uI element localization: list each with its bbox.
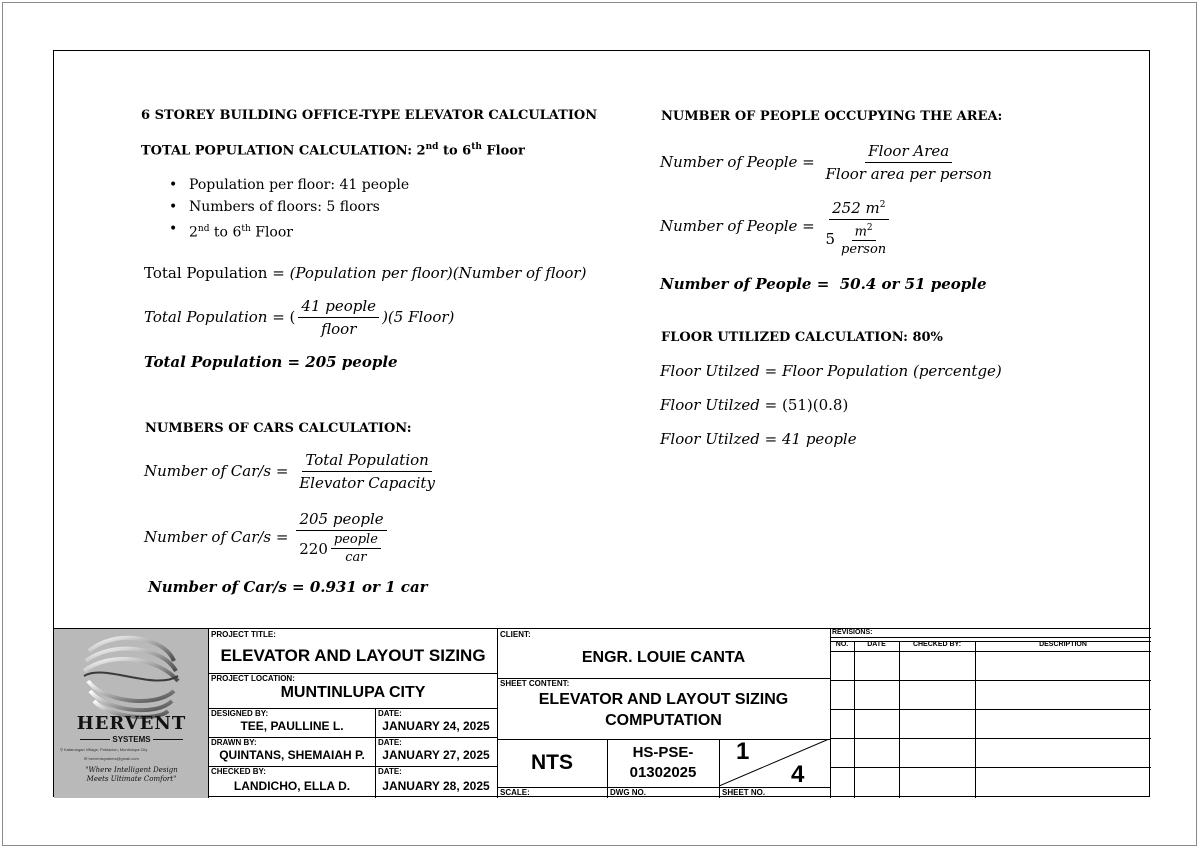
designed-date-label: DATE: bbox=[378, 709, 402, 718]
project-location-label: PROJECT LOCATION: bbox=[211, 674, 295, 683]
cars-heading: NUMBERS OF CARS CALCULATION: bbox=[145, 421, 412, 436]
location-pin-icon: ⚲ bbox=[60, 747, 63, 752]
people-heading: NUMBER OF PEOPLE OCCUPYING THE AREA: bbox=[661, 109, 1003, 124]
population-bullet-list bbox=[169, 174, 409, 244]
brand-subtitle: SYSTEMS bbox=[54, 735, 209, 744]
list-item: • Population per floor: 41 people bbox=[169, 174, 409, 196]
revision-col-description: DESCRIPTION bbox=[1039, 641, 1087, 648]
sheet-total: 4 bbox=[791, 761, 805, 788]
checked-date: JANUARY 28, 2025 bbox=[382, 779, 490, 793]
client-name: ENGR. LOUIE CANTA bbox=[581, 649, 746, 666]
equation-total-population-substitution: Total Population = ( $\frac{\text{41 people}}{\text{floor}}$ )(5 Floor) bbox=[144, 296, 455, 338]
scale-value: NTS bbox=[531, 751, 573, 774]
revision-col-checked-by: CHECKED BY: bbox=[912, 641, 962, 648]
population-heading: TOTAL POPULATION CALCULATION: 2nd to 6th Floor bbox=[141, 142, 525, 159]
hervent-logo-icon bbox=[54, 631, 209, 721]
email-icon: ✉ bbox=[84, 756, 88, 761]
revision-col-no: NO. bbox=[835, 641, 849, 648]
equation-total-population-result: Total Population = 205 people bbox=[144, 353, 398, 371]
revisions-label: REVISIONS: bbox=[832, 629, 873, 636]
equation-people-result: Number of People = 50.4 or 51 people bbox=[660, 275, 987, 293]
client-label: CLIENT: bbox=[500, 630, 531, 639]
title-block bbox=[54, 628, 1151, 797]
drawn-date-label: DATE: bbox=[378, 738, 402, 747]
list-item: • Numbers of floors: 5 floors bbox=[169, 196, 409, 218]
drawing-number-line-1: HS-PSE- bbox=[632, 744, 694, 761]
sheet-number: 1 bbox=[736, 738, 750, 765]
drawing-number-label: DWG NO. bbox=[610, 788, 646, 797]
project-location: MUNTINLUPA CITY bbox=[280, 684, 426, 701]
equation-floor-utilized-formula: Floor Utilzed = Floor Population (percentge) bbox=[660, 362, 1002, 380]
drawn-by: QUINTANS, SHEMAIAH P. bbox=[219, 748, 365, 762]
brand-name: HERVENT bbox=[76, 713, 187, 734]
checked-date-label: DATE: bbox=[378, 767, 402, 776]
equation-cars-result: Number of Car/s = 0.931 or 1 car bbox=[148, 578, 428, 596]
company-tagline: "Where Intelligent Design Meets Ultimate Comfort" bbox=[85, 766, 178, 783]
equation-floor-utilized-substitution: Floor Utilzed = (51)(0.8) bbox=[660, 396, 849, 414]
drawing-number-line-2: 01302025 bbox=[629, 764, 697, 781]
company-logo-block bbox=[54, 629, 209, 798]
drawn-date: JANUARY 27, 2025 bbox=[382, 748, 490, 762]
company-address: ⚲ Katarungan Village, Poblacion, Muntinlupa City bbox=[60, 747, 148, 752]
document-title: 6 STOREY BUILDING OFFICE-TYPE ELEVATOR CALCULATION bbox=[141, 108, 598, 123]
project-title-label: PROJECT TITLE: bbox=[211, 630, 276, 639]
equation-cars-formula: Number of Car/s = $\frac{\text{Total Population}}{\text{Elevator Capacity}}$ bbox=[144, 450, 435, 492]
designed-by-label: DESIGNED BY: bbox=[211, 709, 269, 718]
drawn-by-label: DRAWN BY: bbox=[211, 738, 257, 747]
equation-people-substitution: Number of People = 252 $m^2$ 5 $\frac{m^2}{\text{person}}$ bbox=[660, 194, 898, 258]
sheet-content-line-2: COMPUTATION bbox=[605, 712, 722, 729]
sheet-number-label: SHEET NO. bbox=[722, 788, 766, 797]
floor-utilized-heading: FLOOR UTILIZED CALCULATION: 80% bbox=[661, 330, 943, 345]
designed-date: JANUARY 24, 2025 bbox=[382, 719, 490, 733]
sheet-content-label: SHEET CONTENT: bbox=[500, 679, 570, 688]
company-email: ✉ herventsystems@gmail.com bbox=[84, 756, 139, 761]
revision-col-date: DATE bbox=[867, 641, 886, 648]
checked-by: LANDICHO, ELLA D. bbox=[233, 779, 351, 793]
checked-by-label: CHECKED BY: bbox=[211, 767, 266, 776]
sheet-content-line-1: ELEVATOR AND LAYOUT SIZING bbox=[538, 691, 789, 708]
drawing-sheet bbox=[53, 50, 1150, 797]
equation-cars-substitution: Number of Car/s = 205 people 220 $\frac{\text{people}}{\text{car}}$ bbox=[144, 506, 390, 568]
equation-total-population-formula: Total Population = (Population per floor)(Number of floor) bbox=[144, 264, 587, 282]
project-title: ELEVATOR AND LAYOUT SIZING bbox=[220, 646, 486, 665]
equation-floor-utilized-result: Floor Utilzed = 41 people bbox=[660, 430, 857, 448]
list-item: • 2nd to 6th Floor bbox=[169, 218, 409, 244]
scale-label: SCALE: bbox=[500, 788, 530, 797]
equation-people-formula: Number of People = $\frac{\text{Floor Area}}{\text{Floor area per person}}$ bbox=[660, 141, 992, 183]
designed-by: TEE, PAULLINE L. bbox=[240, 719, 344, 733]
